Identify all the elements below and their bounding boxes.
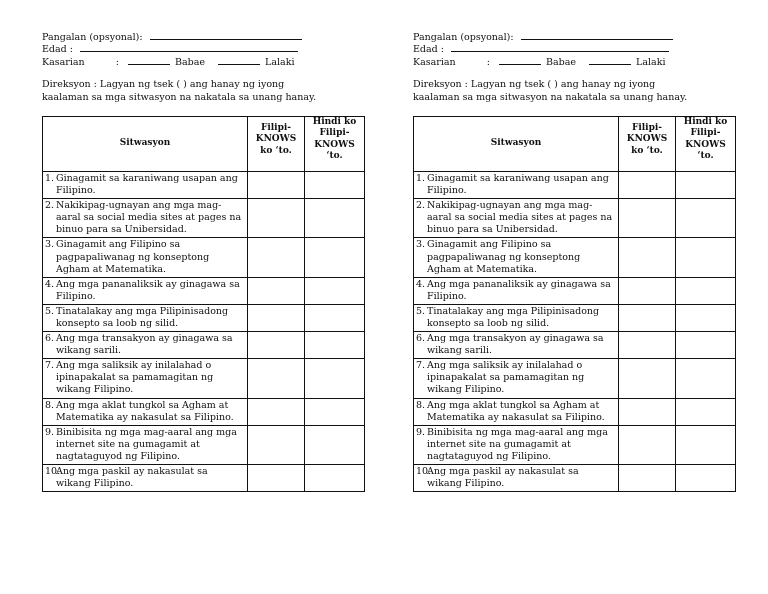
- dont-know-checkbox-cell[interactable]: [676, 359, 736, 398]
- sex-colon: :: [486, 56, 490, 68]
- male-blank[interactable]: [589, 55, 631, 65]
- dont-know-checkbox-cell[interactable]: [305, 398, 365, 425]
- know-checkbox-cell[interactable]: [248, 199, 305, 238]
- know-checkbox-cell[interactable]: [248, 359, 305, 398]
- header-know: Filipi-KNOWS ko ‘to.: [619, 116, 676, 171]
- dont-know-checkbox-cell[interactable]: [676, 304, 736, 331]
- know-checkbox-cell[interactable]: [248, 332, 305, 359]
- situation-cell: [414, 465, 619, 492]
- item-number: 5.: [416, 305, 426, 317]
- situation-table: [42, 116, 365, 492]
- dont-know-checkbox-cell[interactable]: [676, 425, 736, 464]
- sex-field-row: [413, 55, 735, 67]
- know-checkbox-cell[interactable]: [248, 398, 305, 425]
- male-label: Lalaki: [265, 56, 295, 68]
- situation-cell: [414, 332, 619, 359]
- situation-cell: [43, 304, 248, 331]
- dont-know-checkbox-cell[interactable]: [676, 238, 736, 277]
- item-text: Binibisita ng mga mag-aaral ang mga internet site na gumagamit at nagtataguyod ng Filipino.: [56, 426, 237, 462]
- table-row: [414, 238, 736, 277]
- item-text: Ang mga saliksik ay inilalahad o ipinapakalat sa pamamagitan ng wikang Filipino.: [427, 360, 585, 396]
- situation-cell: [43, 238, 248, 277]
- item-number: 10.: [45, 466, 61, 478]
- item-number: 4.: [45, 278, 55, 290]
- header-dont-know: Hindi ko Filipi-KNOWS ‘to.: [676, 116, 736, 171]
- dont-know-checkbox-cell[interactable]: [676, 277, 736, 304]
- table-row: [43, 304, 365, 331]
- item-number: 9.: [416, 426, 426, 438]
- item-text: Ang mga pananaliksik ay ginagawa sa Filipino.: [427, 278, 611, 302]
- situation-cell: [414, 199, 619, 238]
- situation-cell: [43, 171, 248, 198]
- table-row: [414, 332, 736, 359]
- table-header-row: [43, 116, 365, 171]
- dont-know-checkbox-cell[interactable]: [305, 171, 365, 198]
- situation-table: [413, 116, 736, 492]
- item-number: 1.: [416, 172, 426, 184]
- male-label: Lalaki: [636, 56, 666, 68]
- direction-line-2: kaalaman sa mga sitwasyon na nakatala sa unang hanay.: [42, 91, 317, 103]
- survey-form-right: [413, 30, 735, 492]
- name-blank[interactable]: [521, 30, 673, 40]
- age-label: Edad :: [42, 44, 73, 56]
- know-checkbox-cell[interactable]: [248, 425, 305, 464]
- item-text: Ginagamit sa karaniwang usapan ang Filipino.: [56, 172, 238, 197]
- table-row: [414, 199, 736, 238]
- situation-cell: [414, 359, 619, 398]
- table-row: [414, 171, 736, 198]
- situation-cell: [414, 425, 619, 464]
- sex-label: Kasarian: [413, 56, 456, 68]
- item-number: 3.: [416, 239, 426, 251]
- item-number: 5.: [45, 305, 55, 317]
- table-row: [414, 425, 736, 464]
- situation-cell: [414, 277, 619, 304]
- table-row: [43, 332, 365, 359]
- dont-know-checkbox-cell[interactable]: [676, 332, 736, 359]
- know-checkbox-cell[interactable]: [248, 277, 305, 304]
- age-field-row: [413, 42, 735, 54]
- item-text: Binibisita ng mga mag-aaral ang mga internet site na gumagamit at nagtataguyod ng Filipino.: [427, 426, 608, 462]
- name-field-row: [413, 30, 735, 42]
- table-row: [414, 304, 736, 331]
- item-number: 6.: [416, 333, 426, 345]
- table-row: [43, 238, 365, 277]
- dont-know-checkbox-cell[interactable]: [305, 238, 365, 277]
- know-checkbox-cell[interactable]: [248, 304, 305, 331]
- male-blank[interactable]: [218, 55, 260, 65]
- item-number: 7.: [416, 360, 426, 372]
- item-text: Ang mga paskil ay nakasulat sa wikang Filipino.: [56, 466, 208, 490]
- dont-know-checkbox-cell[interactable]: [305, 304, 365, 331]
- item-text: Ang mga transakyon ay ginagawa sa wikang sarili.: [427, 333, 604, 357]
- item-number: 3.: [45, 239, 55, 251]
- situation-cell: [43, 332, 248, 359]
- table-header-row: [414, 116, 736, 171]
- know-checkbox-cell[interactable]: [619, 359, 676, 398]
- dont-know-checkbox-cell[interactable]: [305, 465, 365, 492]
- situation-cell: [43, 398, 248, 425]
- item-number: 6.: [45, 333, 55, 345]
- item-text: Ang mga paskil ay nakasulat sa wikang Filipino.: [427, 466, 579, 490]
- header-situation: Sitwasyon: [43, 116, 248, 171]
- table-row: [43, 171, 365, 198]
- name-label: Pangalan (opsyonal):: [413, 32, 514, 43]
- item-number: 1.: [45, 172, 55, 184]
- name-label: Pangalan (opsyonal):: [42, 32, 143, 43]
- item-number: 2.: [416, 200, 426, 212]
- table-row: [43, 199, 365, 238]
- header-know: Filipi-KNOWS ko ‘to.: [248, 116, 305, 171]
- sex-colon: :: [115, 56, 119, 68]
- table-row: [414, 465, 736, 492]
- item-text: Ginagamit sa karaniwang usapan ang Filipino.: [427, 172, 609, 197]
- dont-know-checkbox-cell[interactable]: [305, 199, 365, 238]
- situation-cell: [43, 425, 248, 464]
- item-text: Ang mga transakyon ay ginagawa sa wikang sarili.: [56, 333, 233, 357]
- age-field-row: [42, 42, 364, 54]
- directions: [413, 79, 735, 104]
- header-dont-know: Hindi ko Filipi-KNOWS ‘to.: [305, 116, 365, 171]
- know-checkbox-cell[interactable]: [619, 277, 676, 304]
- table-row: [43, 465, 365, 492]
- age-blank[interactable]: [80, 42, 298, 52]
- know-checkbox-cell[interactable]: [248, 171, 305, 198]
- table-row: [414, 398, 736, 425]
- table-row: [43, 425, 365, 464]
- direction-line-1: Direksyon : Lagyan ng tsek ( ) ang hanay ng iyong: [413, 79, 656, 91]
- item-text: Nakikipag-ugnayan ang mga mag-aaral sa social media sites at pages na binuo para sa Unibersidad.: [427, 200, 613, 236]
- know-checkbox-cell[interactable]: [248, 238, 305, 277]
- know-checkbox-cell[interactable]: [248, 465, 305, 492]
- dont-know-checkbox-cell[interactable]: [305, 277, 365, 304]
- header-situation: Sitwasyon: [414, 116, 619, 171]
- item-text: Ang mga saliksik ay inilalahad o ipinapakalat sa pamamagitan ng wikang Filipino.: [56, 360, 214, 396]
- situation-cell: [43, 199, 248, 238]
- situation-cell: [414, 238, 619, 277]
- sex-field-row: [42, 55, 364, 67]
- item-number: 10.: [416, 466, 432, 478]
- situation-cell: [43, 359, 248, 398]
- know-checkbox-cell[interactable]: [619, 171, 676, 198]
- know-checkbox-cell[interactable]: [619, 398, 676, 425]
- situation-cell: [43, 465, 248, 492]
- female-blank[interactable]: [499, 55, 541, 65]
- female-label: Babae: [545, 56, 576, 68]
- item-number: 7.: [45, 360, 55, 372]
- female-label: Babae: [174, 56, 205, 68]
- know-checkbox-cell[interactable]: [619, 425, 676, 464]
- item-text: Tinatalakay ang mga Pilipinisadong konsepto sa loob ng silid.: [427, 305, 600, 329]
- dont-know-checkbox-cell[interactable]: [305, 359, 365, 398]
- item-number: 8.: [45, 399, 55, 411]
- item-text: Ang mga pananaliksik ay ginagawa sa Filipino.: [56, 278, 240, 302]
- item-number: 9.: [45, 426, 55, 438]
- know-checkbox-cell[interactable]: [619, 465, 676, 492]
- know-checkbox-cell[interactable]: [619, 238, 676, 277]
- item-number: 4.: [416, 278, 426, 290]
- name-field-row: [42, 30, 364, 42]
- table-row: [414, 359, 736, 398]
- item-number: 8.: [416, 399, 426, 411]
- age-label: Edad :: [413, 44, 444, 56]
- name-blank[interactable]: [150, 30, 302, 40]
- situation-cell: [414, 304, 619, 331]
- situation-cell: [414, 171, 619, 198]
- dont-know-checkbox-cell[interactable]: [305, 332, 365, 359]
- know-checkbox-cell[interactable]: [619, 304, 676, 331]
- item-text: Ginagamit ang Filipino sa pagpapaliwanag ng konseptong Agham at Matematika.: [56, 239, 210, 275]
- direction-line-1: Direksyon : Lagyan ng tsek ( ) ang hanay ng iyong: [42, 79, 285, 91]
- dont-know-checkbox-cell[interactable]: [676, 199, 736, 238]
- table-row: [43, 359, 365, 398]
- direction-line-2: kaalaman sa mga sitwasyon na nakatala sa unang hanay.: [413, 91, 688, 103]
- situation-cell: [43, 277, 248, 304]
- survey-form-left: [42, 30, 364, 492]
- table-row: [414, 277, 736, 304]
- know-checkbox-cell[interactable]: [619, 199, 676, 238]
- dont-know-checkbox-cell[interactable]: [676, 465, 736, 492]
- situation-cell: [414, 398, 619, 425]
- item-text: Ang mga aklat tungkol sa Agham at Matematika ay nakasulat sa Filipino.: [427, 399, 605, 423]
- item-text: Tinatalakay ang mga Pilipinisadong konsepto sa loob ng silid.: [56, 305, 229, 329]
- dont-know-checkbox-cell[interactable]: [676, 398, 736, 425]
- dont-know-checkbox-cell[interactable]: [676, 171, 736, 198]
- dont-know-checkbox-cell[interactable]: [305, 425, 365, 464]
- table-row: [43, 277, 365, 304]
- know-checkbox-cell[interactable]: [619, 332, 676, 359]
- age-blank[interactable]: [451, 42, 669, 52]
- female-blank[interactable]: [128, 55, 170, 65]
- sex-label: Kasarian: [42, 56, 85, 68]
- item-text: Ang mga aklat tungkol sa Agham at Matematika ay nakasulat sa Filipino.: [56, 399, 234, 423]
- item-text: Nakikipag-ugnayan ang mga mag-aaral sa social media sites at pages na binuo para sa Unibersidad.: [56, 200, 242, 236]
- item-number: 2.: [45, 200, 55, 212]
- directions: [42, 79, 364, 104]
- table-row: [43, 398, 365, 425]
- item-text: Ginagamit ang Filipino sa pagpapaliwanag ng konseptong Agham at Matematika.: [427, 239, 581, 275]
